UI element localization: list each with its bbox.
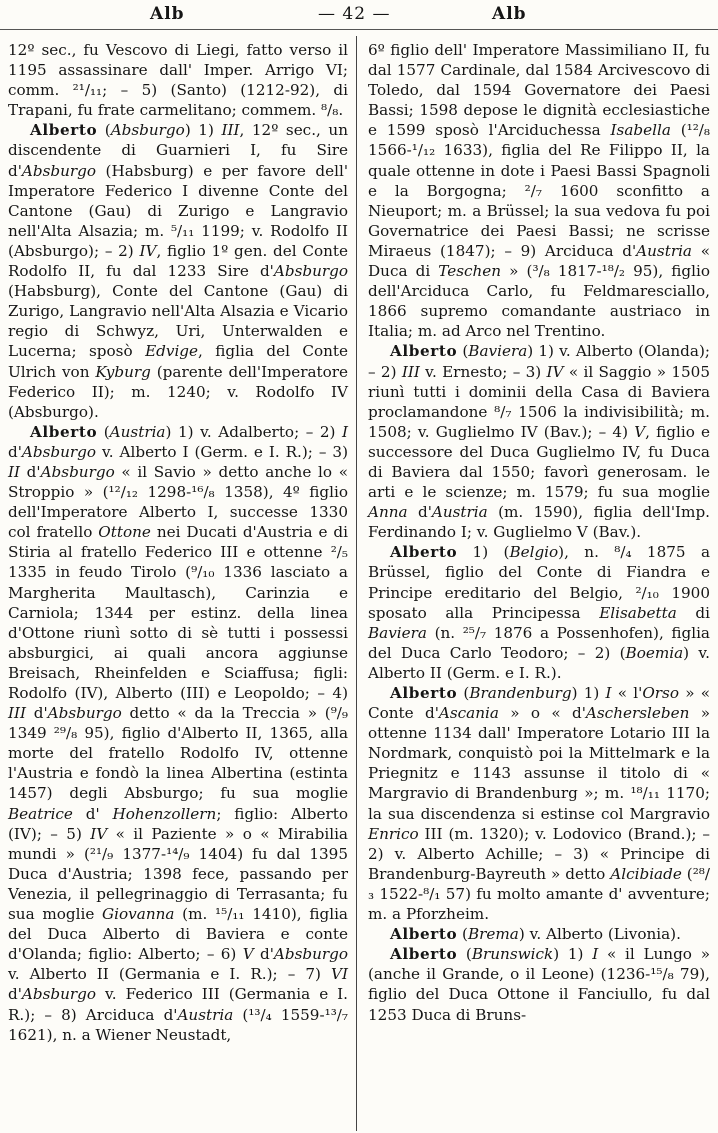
entry-text: detto « da la Treccia » (⁹/₉ 1349 ²⁹/₈ 95), figlio d'Alberto II, 1365, alla morte del fratello Rodolfo IV, ottenne l'Austria e fondò la linea Albertina (estinta 1457) degli Absburgo; fu sua moglie [8,704,348,803]
right-column [368,40,710,1025]
entry-alberto-belgio [368,542,710,683]
italic-text: Elisabetta [599,603,677,622]
italic-text: IV [139,241,157,260]
italic-text: Boemia [625,643,684,662]
italic-text: V [242,945,254,964]
headword: Alberto [30,121,98,140]
entry-text: d' [72,804,113,823]
entry-text: d' [20,462,41,481]
italic-text: I [342,422,348,441]
italic-text: III [221,121,240,140]
entry-text: d' [8,442,22,461]
italic-text: Absburgo [47,704,122,723]
entry-text: ( [457,945,472,964]
entry-text: (¹³/₄ 1559-¹³/₇ 1621), n. a Wiener Neustadt, [8,1005,348,1044]
entry-text: ( [457,684,470,702]
entry-alberto-brandenburg [368,683,710,924]
column-divider [356,36,357,1131]
italic-text: Absburgo [21,442,97,461]
entry-cont-alberto-austria [368,40,710,341]
entry-text: « l' [611,684,643,702]
entry-text: ) v. Alberto II (Germ. e I. R.). [368,643,710,682]
italic-text: Hohenzollern [112,804,217,823]
italic-text: Teschen [438,262,502,281]
italic-text: III [401,362,420,381]
headword: Alberto [390,543,458,562]
entry-text: v. Alberto II (Germania e I. R.); – 7) [8,965,332,984]
entry-text: (m. 1590), figlia dell'Imp. Ferdinando I; v. Guglielmo V (Bav.). [368,503,710,542]
italic-text: Enrico [368,824,419,843]
italic-text: V [634,422,646,441]
entry-text: ) 1) [571,684,606,702]
italic-text: Brema [467,925,519,944]
entry-text: ) 1) [553,945,593,964]
running-header [0,2,718,32]
italic-text: Kyburg [95,362,151,381]
entry-text: III (m. 1320); v. Lodovico (Brand.); – 2) v. Alberto Achille; – 3) « Principe di Brandenburg-Bayreuth » detto [368,824,710,883]
italic-text: Orso [642,684,679,702]
header-rule [0,29,718,30]
entry-alberto-austria [8,422,348,1045]
italic-text: Absburgo [273,945,348,964]
italic-text: Brunswick [471,945,554,964]
entry-text: (²⁸/₃ 1522-⁸/₁ 57) fu molto amante d' avventure; m. a Pforzheim. [368,864,710,924]
italic-text: II [8,462,20,481]
italic-text: Austria [636,241,692,260]
headword: Alberto [30,422,98,441]
entry-text: » o « d' [498,704,586,723]
italic-text: Aschersleben [585,704,690,723]
entry-text: , 12º sec., un discendente di Guarnieri I, fu Sire d' [8,121,348,180]
italic-text: Giovanna [102,905,175,924]
entry-text: ( [457,342,469,361]
italic-text: IV [546,362,564,381]
entry-text: v. Federico III (Germania e I. R.); – 8) Arciduca d' [8,985,348,1024]
entry-text: « il Lungo » (anche il Grande, o il Leone) (1236-¹⁵/₈ 79), figlio del Duca Ottone il Fanciullo, fu dal 1253 Duca di Bruns- [368,945,710,1024]
entry-text: 6º figlio dell' Imperatore Massimiliano II, fu dal 1577 Cardinale, dal 1584 Arcivescovo di Toledo, dal 1594 Governatore dei Paesi Bassi; 1598 depose le dignità ecclesiastiche e 1599 sposò l'Arciduchessa [368,41,710,140]
entry-text: » ottenne 1134 dall' Imperatore Lotario III la Nordmark, conquistò poi la Mittelmark e la Priegnitz e 1143 assunse il titolo di « Margravio di Brandenburg »; m. ¹⁸/₁₁ 1170; la sua discendenza si estinse col Margravio [368,704,710,823]
entry-alberto-absburgo [8,120,348,421]
entry-text: ) v. Alberto (Livonia). [518,925,681,944]
entry-text: ; figlio: Alberto (IV); – 5) [8,804,348,843]
entry-text: , figlio e successore del Duca Guglielmo IV, fu Duca di Baviera dal 1550; favorì generosam. le arti e le scienze; m. 1579; fu sua moglie [368,422,711,502]
entry-alberto-brema [368,924,710,944]
entry-text: d' [8,985,22,1004]
entry-text: « il Paziente » o « Mirabilia mundi » (²¹/₉ 1377-¹⁴/₉ 1404) fu dal 1395 Duca d'Austria; 1398 fece, passando per Venezia, il pellegrinaggio di Terrasanta; fu sua moglie [8,824,348,924]
entry-text: d' [26,704,48,723]
italic-text: Austria [431,503,488,522]
italic-text: Absburgo [273,262,348,281]
italic-text: I [592,945,599,964]
header-left-word: Alb [150,4,185,24]
entry-text: (Habsburg) e per favore dell' Imperatore Federico I divenne Conte del Cantone (Gau) di Zurigo e Langravio nell'Alta Alsazia; m. ⁵/₁₁ 1199; v. Rodolfo II (Absburgo); – 2) [8,161,348,260]
entry-text: ), n. ⁸/₄ 1875 a Brüssel, figlio del Conte di Fiandra e Principe ereditario del Belgio, ²/₁₀ 1900 sposato alla Principessa [368,543,710,622]
left-column [8,40,348,1045]
italic-text: III [8,704,26,723]
headword: Alberto [390,925,458,944]
italic-text: Absburgo [21,985,97,1004]
entry-text: d' [253,945,274,964]
entry-text: nei Ducati d'Austria e di Stiria al fratello Federico III e ottenne ²/₅ 1335 in feudo Tirolo (⁹/₁₀ 1336 lasciato a Margherita Maultasch), Carinzia e Carniola; 1344 per estinz. della linea d'Ottone riunì sotto di sè tutti i possessi absburgici, ai quali ancora aggiunse Breisach, Rheinfelden e Sciaffusa; figli: Rodolfo (IV), Alberto (III) e Leopoldo; – 4) [8,523,348,702]
entry-text: , figlia del Conte Ulrich von [8,342,349,381]
entry-text: ( [457,925,468,944]
italic-text: Baviera [368,623,427,642]
entry-text: » (³/₈ 1817-¹⁸/₂ 95), figlio dell'Arciduca Carlo, fu Feldmaresciallo, 1866 supremo comandante austriaco in Italia; m. ad Arco nel Trentino. [368,262,710,341]
entry-cont-albero-prev [8,40,348,120]
italic-text: Isabella [610,121,671,140]
italic-text: Absburgo [40,462,115,481]
italic-text: Baviera [468,342,528,361]
italic-text: Brandenburg [469,684,572,702]
italic-text: Absburgo [21,161,97,180]
italic-text: VI [331,965,348,984]
italic-text: Alcibiade [610,864,682,883]
entry-text: (Habsburg), Conte del Cantone (Gau) di Zurigo, Langravio nell'Alta Alsazia e Vicario regio di Schwyz, Uri, Unterwalden e Lucerna; sposò [8,282,348,361]
header-right-word: Alb [492,4,527,24]
headword: Alberto [390,945,458,964]
entry-text: ) 1) v. Adalberto; – 2) [165,422,342,441]
entry-text: (m. ¹⁵/₁₁ 1410), figlia del Duca Alberto di Baviera e conte d'Olanda; figlio: Alberto; – 6) [8,905,348,964]
headword: Alberto [390,684,458,702]
entry-text: « il Saggio » 1505 riunì tutti i dominii della Casa di Baviera proclamandone ⁸/₇ 1506 la indivisibilità; m. 1508; v. Guglielmo IV (Bav.); – 4) [368,362,711,441]
entry-text: , figlio 1º gen. del Conte Rodolfo II, fu dal 1233 Sire d' [8,241,348,281]
entry-alberto-baviera [368,341,710,542]
italic-text: IV [90,824,108,843]
entry-text: « Duca di [368,241,710,281]
italic-text: Austria [177,1005,234,1024]
entry-text: (¹²/₈ 1566-¹/₁₂ 1633), figlia del Re Filippo II, la quale ottenne in dote i Paesi Bassi Spagnoli e la Borgogna; ²/₇ 1600 sconfitto a Nieuport; m. a Brüssel; la sua vedova fu poi Governatrice dei Paesi Bassi; ne scrisse Miraeus (1847); – 9) Arciduca d' [368,121,710,260]
entry-text: » « Conte d' [368,684,710,723]
entry-text: 12º sec., fu Vescovo di Liegi, fatto verso il 1195 assassinare dall' Imper. Arrigo VI; comm. ²¹/₁₁; – 5) (Santo) (1212-92), di Trapani, fu frate carmelitano; commem. ⁸/₈. [8,41,348,120]
entry-alberto-brunswick [368,944,710,1024]
entry-text: di [676,603,710,622]
italic-text: Belgio [509,543,559,562]
italic-text: Ascania [438,704,499,723]
italic-text: Beatrice [8,804,73,823]
entry-text: 1) ( [457,543,510,562]
entry-text: ( [97,121,111,140]
entry-text: (n. ²⁵/₇ 1876 a Possenhofen), figlia del Duca Carlo Teodoro; – 2) ( [368,623,710,662]
headword: Alberto [390,342,458,361]
entry-text: d' [407,503,432,522]
italic-text: Anna [368,503,408,522]
entry-text: (parente dell'Imperatore Federico II); m. 1240; v. Rodolfo IV (Absburgo). [8,362,348,421]
entry-text: v. Alberto I (Germ. e I. R.); – 3) [96,442,348,461]
italic-text: Edvige [145,342,199,361]
entry-text: ) 1) v. Alberto (Olanda); – 2) [368,342,710,381]
italic-text: Austria [109,422,166,441]
italic-text: I [605,684,612,702]
italic-text: Absburgo [110,121,185,140]
italic-text: Ottone [98,523,151,542]
entry-text: ) 1) [184,121,222,140]
entry-text: v. Ernesto; – 3) [419,362,547,381]
page-number: — 42 — [318,4,391,24]
entry-text: « il Savio » detto anche lo « Stroppio » (¹²/₁₂ 1298-¹⁶/₈ 1358), 4º figlio dell'Imperatore Alberto I, successe 1330 col fratello [8,462,348,542]
entry-text: ( [97,422,110,441]
